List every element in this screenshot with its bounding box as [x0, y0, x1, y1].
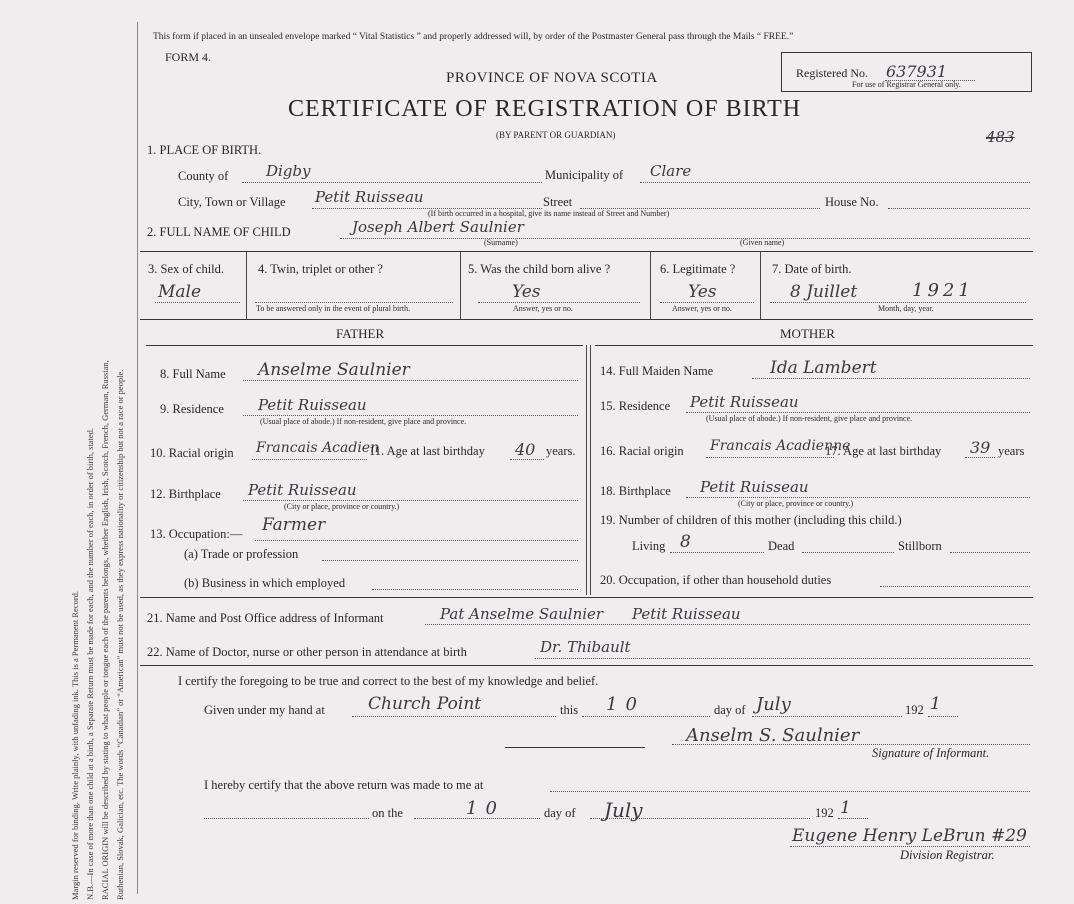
house-number-label: House No. — [825, 195, 879, 209]
registrar-signature: Eugene Henry LeBrun #29 — [792, 826, 1027, 846]
legitimate-label: 6. Legitimate ? — [660, 262, 736, 276]
municipality-label: Municipality of — [545, 168, 624, 182]
child-name-value: Joseph Albert Saulnier — [352, 218, 524, 236]
informant-label: 21. Name and Post Office address of Informant — [147, 611, 384, 625]
father-occupation-label: 13. Occupation:— — [150, 527, 243, 541]
given-this-label: this — [560, 703, 579, 717]
living-label: Living — [632, 539, 666, 553]
certify-text: I certify the foregoing to be true and correct to the best of my knowledge and belief. — [178, 674, 599, 688]
given-day-value: 10 — [606, 694, 645, 715]
registrar-use-note: For use of Registrar General only. — [852, 80, 961, 89]
mail-notice: This form if placed in an unsealed envelope marked “ Vital Statistics ” and properly addressed will, by order of the Postmaster General pass through the Mails “ FREE.” — [153, 32, 794, 42]
mother-name-label: 14. Full Maiden Name — [600, 364, 714, 378]
margin-note-racial-origin: RACIAL ORIGIN will be described by stating to what people or tongue each of the parents belongs, whether English, Irish, Scotch, French, German, Russian, — [100, 360, 110, 900]
father-racial-value: Francais Acadien — [256, 440, 380, 456]
stillborn-label: Stillborn — [898, 539, 942, 553]
given-year-prefix: 192 — [905, 703, 924, 717]
legitimate-note: Answer, yes or no. — [672, 304, 732, 313]
father-name-label: 8. Full Name — [160, 367, 226, 381]
margin-note-nationality: Ruthenian, Slovak, Galician, etc. The words “Canadian” or “American” must not be used, as they express nationality or citizenship but not a race or people. — [115, 369, 125, 900]
registrar-signature-label: Division Registrar. — [900, 848, 995, 862]
mother-residence-note: (Usual place of abode.) If non-resident, give place and province. — [706, 414, 913, 423]
father-birthplace-value: Petit Ruisseau — [248, 481, 357, 499]
twin-label: 4. Twin, triplet or other ? — [258, 262, 383, 276]
father-racial-label: 10. Racial origin — [150, 446, 234, 460]
county-label: County of — [178, 169, 229, 183]
given-name-note: (Given name) — [740, 238, 785, 247]
registrar-on-the-label: on the — [372, 806, 403, 820]
surname-note: (Surname) — [484, 238, 518, 247]
father-age-value: 40 — [515, 440, 536, 459]
mother-residence-value: Petit Ruisseau — [690, 393, 799, 411]
given-month-value: July — [756, 694, 791, 715]
father-occupation-value: Farmer — [262, 515, 326, 535]
informant-signature-label: Signature of Informant. — [872, 746, 990, 760]
mother-heading: MOTHER — [780, 326, 835, 341]
mother-birthplace-value: Petit Ruisseau — [700, 478, 809, 496]
informant-name: Pat Anselme Saulnier — [440, 605, 604, 623]
date-of-birth-label: 7. Date of birth. — [772, 262, 852, 276]
street-label: Street — [543, 195, 573, 209]
date-of-birth-day: 8 Juillet — [790, 282, 858, 302]
father-age-years: years. — [546, 444, 576, 458]
mother-racial-value: Francais Acadienne — [710, 438, 851, 454]
margin-note-multiple-births: N.B.—In case of more than one child at a birth, a Separate Return must be made for each, and the number of each, in order of birth, stated. — [85, 427, 95, 900]
informant-signature: Anselm S. Saulnier — [686, 725, 860, 746]
father-business-label: (b) Business in which employed — [184, 576, 346, 590]
father-residence-note: (Usual place of abode.) If non-resident, give place and province. — [260, 417, 467, 426]
city-value: Petit Ruisseau — [315, 188, 424, 206]
city-label: City, Town or Village — [178, 195, 286, 209]
margin-note-binding: Margin reserved for binding. Write plainly, with unfading ink. This is a Permanent Record. — [70, 590, 80, 900]
registrar-text: I hereby certify that the above return was made to me at — [204, 778, 484, 792]
mother-residence-label: 15. Residence — [600, 399, 671, 413]
living-value: 8 — [680, 532, 691, 552]
given-day-of-label: day of — [714, 703, 746, 717]
twin-note: To be answered only in the event of plural birth. — [256, 304, 411, 313]
mother-children-label: 19. Number of children of this mother (including this child.) — [600, 513, 902, 527]
date-of-birth-note: Month, day, year. — [878, 304, 934, 313]
father-birthplace-label: 12. Birthplace — [150, 487, 221, 501]
place-of-birth-heading: 1. PLACE OF BIRTH. — [147, 143, 262, 157]
doctor-label: 22. Name of Doctor, nurse or other person in attendance at birth — [147, 645, 467, 659]
registrar-day-of-label: day of — [544, 806, 576, 820]
registered-number: 637931 — [886, 62, 948, 81]
hospital-note: (If birth occurred in a hospital, give its name instead of Street and Number) — [428, 209, 670, 218]
given-place-value: Church Point — [368, 694, 482, 714]
registrar-year-prefix: 192 — [815, 806, 834, 820]
registered-label: Registered No. — [796, 66, 868, 80]
form-number: FORM 4. — [165, 50, 212, 64]
child-name-label: 2. FULL NAME OF CHILD — [147, 225, 291, 239]
dead-label: Dead — [768, 539, 795, 553]
informant-address: Petit Ruisseau — [632, 605, 741, 623]
date-of-birth-year: 1921 — [912, 280, 974, 301]
binding-margin-line — [137, 22, 138, 894]
father-heading: FATHER — [336, 326, 385, 341]
sex-value: Male — [158, 282, 202, 302]
father-name-value: Anselme Saulnier — [258, 360, 410, 380]
grid-bottom-border — [140, 319, 1033, 320]
municipality-value: Clare — [650, 162, 692, 180]
mother-occupation-label: 20. Occupation, if other than household duties — [600, 573, 832, 587]
given-under-label: Given under my hand at — [204, 703, 325, 717]
mother-age-years: years — [998, 444, 1025, 458]
mother-name-value: Ida Lambert — [770, 358, 877, 378]
mother-birthplace-label: 18. Birthplace — [600, 484, 671, 498]
corner-mark: 483 — [986, 128, 1015, 146]
mother-birthplace-note: (City or place, province or country.) — [738, 499, 854, 508]
legitimate-value: Yes — [688, 282, 717, 302]
sex-label: 3. Sex of child. — [148, 262, 225, 276]
father-trade-label: (a) Trade or profession — [184, 547, 299, 561]
born-alive-note: Answer, yes or no. — [513, 304, 573, 313]
father-residence-value: Petit Ruisseau — [258, 396, 367, 414]
province-heading: PROVINCE OF NOVA SCOTIA — [446, 70, 658, 86]
mother-age-label: 17. Age at last birthday — [825, 444, 942, 458]
certificate-title: CERTIFICATE OF REGISTRATION OF BIRTH — [288, 96, 802, 122]
county-value: Digby — [266, 162, 311, 180]
father-residence-label: 9. Residence — [160, 402, 224, 416]
registrar-day-value: 10 — [466, 798, 505, 819]
registrar-year-suffix: 1 — [840, 798, 851, 818]
certificate-subtitle: (BY PARENT OR GUARDIAN) — [496, 130, 616, 140]
father-birthplace-note: (City or place, province or country.) — [284, 502, 400, 511]
given-year-suffix: 1 — [930, 694, 941, 714]
mother-age-value: 39 — [970, 438, 991, 457]
born-alive-value: Yes — [512, 282, 541, 302]
born-alive-label: 5. Was the child born alive ? — [468, 262, 611, 276]
grid-top-border — [140, 251, 1033, 252]
mother-racial-label: 16. Racial origin — [600, 444, 684, 458]
father-age-label: 11. Age at last birthday — [369, 444, 485, 458]
registrar-month-value: July — [604, 798, 643, 822]
doctor-value: Dr. Thibault — [540, 638, 631, 656]
